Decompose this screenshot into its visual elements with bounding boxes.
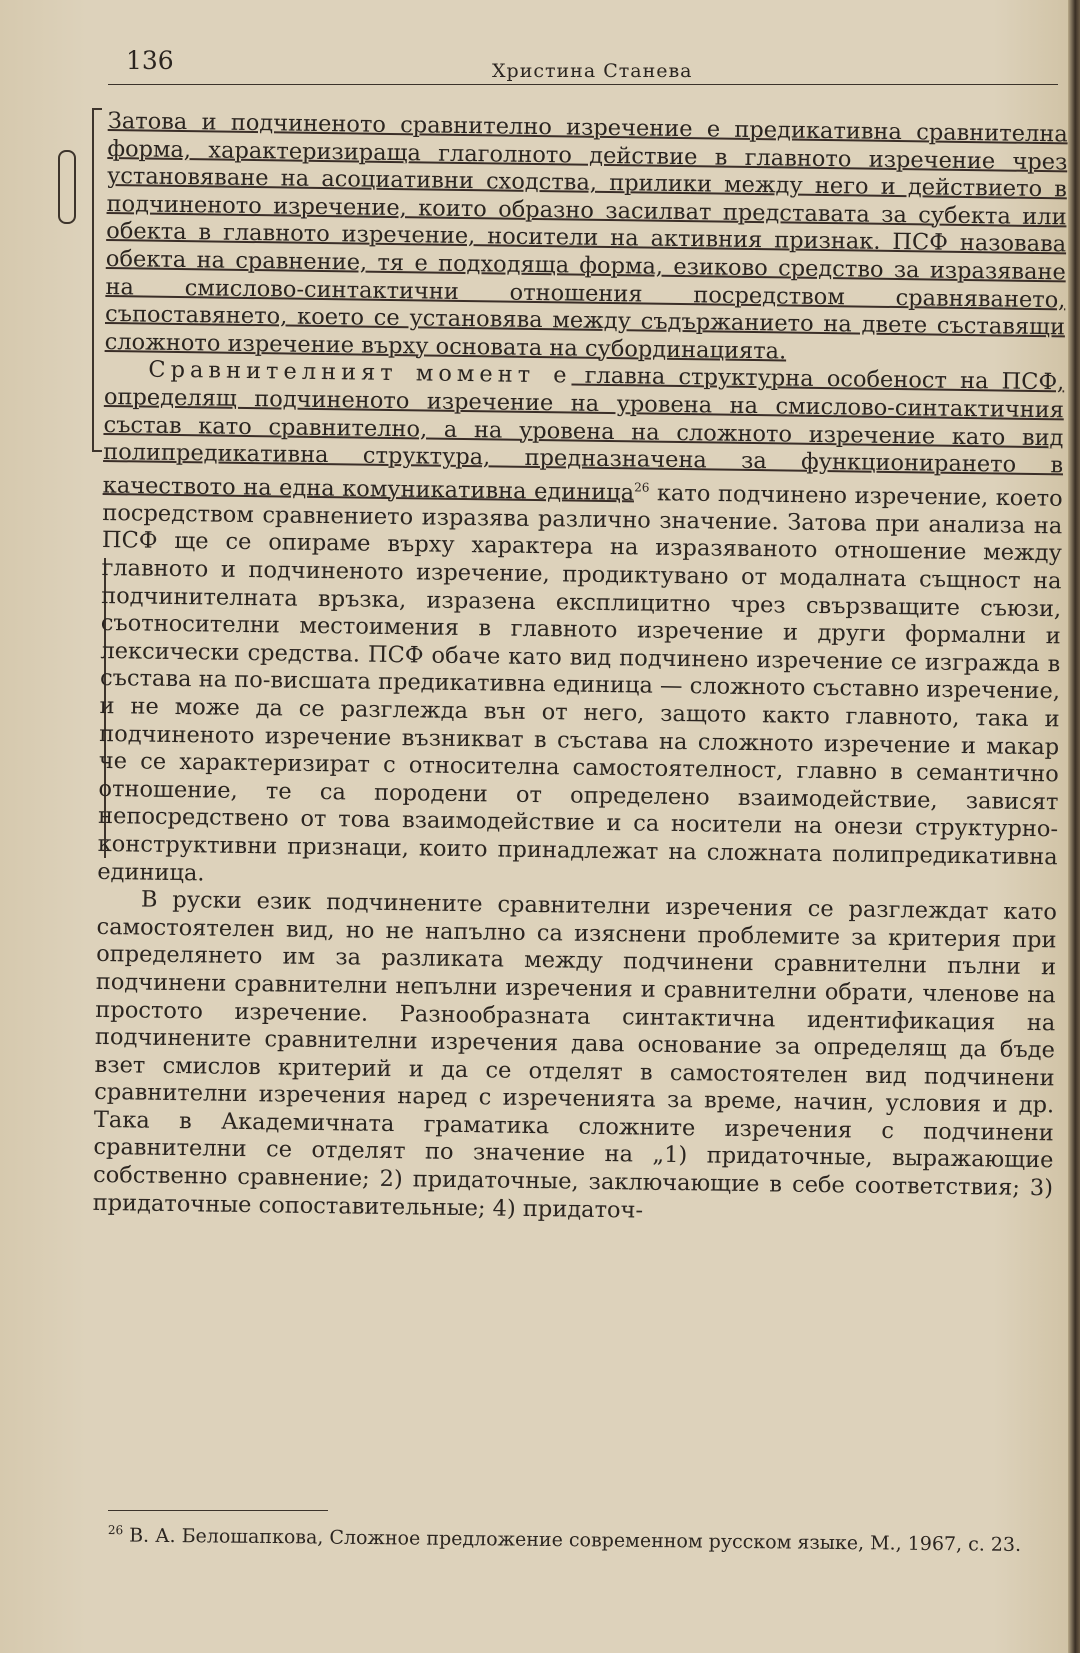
- paragraph-2-tail: като подчинено изречение, което посредством сравнението изразява различно значение. Затова при анализа на ПСФ ще се опираме върху характера на изразяваното отношение между главното и подчиненото изречение, продиктувано от модалната същност на подчинителната връзка, изразена експлицитно чрез свързващите съюзи, съотносителни местоимения в главното изречение и други формални и лексически средства. ПСФ обаче като вид подчинено изречение се изгражда в състава на по-висшата предикативна единица — сложното съставно изречение, и не може да се разглежда вън от него, защото както главното, така и подчиненото изречение възникват в състава на сложното изречение и макар че се характеризират с относителна самостоятелност, главно в семантично отношение, те са породени от определено взаимодействие, зависят непосредствено от това взаимодействие и са носители на онези структурно-конструктивни признаци, които принадлежат на сложната полипредикативна единица.: [97, 479, 1063, 886]
- margin-bracket: [92, 108, 102, 452]
- footnote: [108, 1518, 1068, 1557]
- paragraph-2-lead: Сравнителният момент е: [148, 356, 572, 389]
- book-spine-edge: [1068, 0, 1080, 1653]
- paragraph-2: [97, 356, 1064, 899]
- page-number: 136: [126, 46, 174, 75]
- header-rule: [108, 84, 1058, 85]
- paragraph-1-text: Затова и подчиненото сравнително изречение е предикативна сравнителна форма, характеризираща глаголното действие в главното изречение чрез установяване на асоциативни сходства, прилики между него и действието в подчиненото изречение, които образно засилват представата за субекта или обекта в главното изречение, носители на активния признак. ПСФ назовава обекта на сравнение, тя е подходяща форма, езиково средство за изразяване на смислово-синтактични отношения посредством сравняването, съпоставянето, което се установява между съдържанието на двете съставящи сложното изречение върху основата на субординацията.: [104, 108, 1068, 365]
- running-head: Христина Станева: [492, 60, 693, 82]
- paragraph-3: В руски език подчинените сравнителни изречения се разглеждат като самостоятелен вид, но не напълно са изяснени проблемите за критерия при определянето им за разликата между подчинени сравнителни пълни и подчинени сравнителни непълни изречения и сравнителни обрати, членове на простото изречение. Разнообразната синтактична идентификация на подчинените сравнителни изречения дава основание за определящ да бъде взет смислов критерий и да се отделят в самостоятелен вид подчинени сравнителни изречения наред с изреченията за време, начин, условия и др. Така в Академичната граматика сложните изречения с подчинени сравнителни се отделят по значение на „1) придаточные, выражающие собственно сравнение; 2) придаточные, заключающие в себе соответствия; 3) придаточные сопоставительные; 4) придаточ-: [92, 886, 1058, 1224]
- paragraph-2-text: главна структурна особеност на ПСФ, определящ подчиненото изречение на уровена на смисловo-синтактичния състав като сравнително, а на уровена на сложното изречение като вид полипредикативна структура, предназначена за функционирането в качеството на една комуникативна единица: [102, 362, 1065, 506]
- footnote-text: В. А. Белошапкова, Сложное предложение современном русском языке, М., 1967, с. 23.: [129, 1524, 1022, 1556]
- footnote-rule: [108, 1510, 328, 1511]
- paragraph-1: [105, 108, 1068, 370]
- margin-pencil-mark: [58, 150, 76, 224]
- main-text: [93, 108, 1068, 1231]
- page-header: [108, 42, 1068, 88]
- footnote-ref: 26: [634, 480, 650, 495]
- footnote-number: 26: [107, 1522, 124, 1538]
